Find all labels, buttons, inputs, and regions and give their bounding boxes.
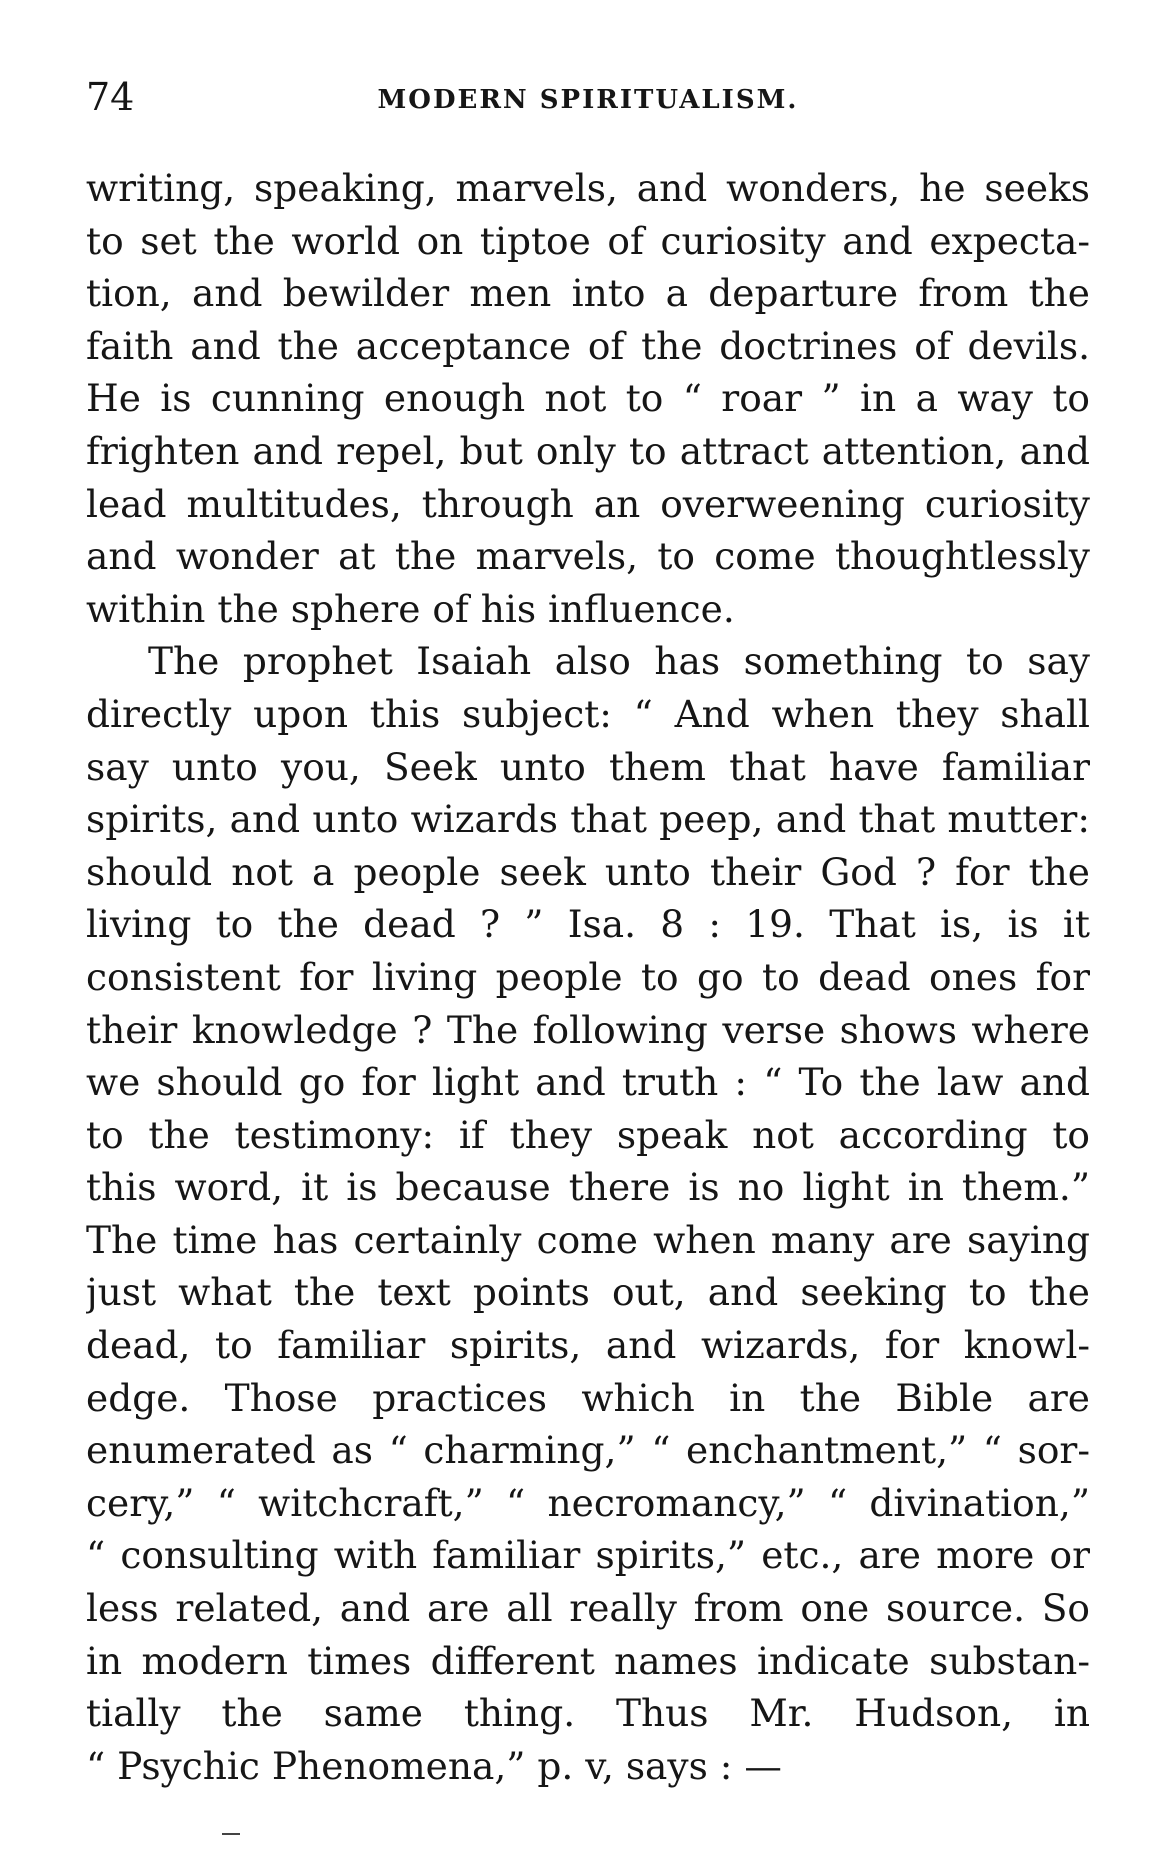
text-line: writing, speaking, marvels, and wonders, he seeks [86, 166, 1090, 210]
text-line: tially the same thing. Thus Mr. Hudson, in [86, 1691, 1090, 1736]
text-line: lead multitudes, through an overweening curiosity [86, 481, 1090, 526]
page-number: 74 [86, 75, 135, 119]
text-line: say unto you, Seek unto them that have familiar [86, 744, 1090, 789]
text-line: dead, to familiar spirits, and wizards, for knowl- [86, 1323, 1090, 1368]
footer-mark [222, 1833, 240, 1835]
paragraph [86, 635, 1090, 1792]
text-line: to the testimony: if they speak not according to [86, 1112, 1090, 1157]
text-line: He is cunning enough not to “ roar ” in a way to [86, 376, 1090, 421]
text-line: should not a people seek unto their God ? for the [86, 849, 1090, 894]
text-line: we should go for light and truth : “ To the law and [86, 1060, 1090, 1105]
text-line: consistent for living people to go to dead ones for [86, 954, 1090, 999]
text-line: just what the text points out, and seeking to the [86, 1270, 1090, 1315]
text-line: this word, it is because there is no light in them.” [86, 1165, 1090, 1210]
text-line: enumerated as “ charming,” “ enchantment,” “ sor- [86, 1428, 1090, 1473]
text-line: and wonder at the marvels, to come thoughtlessly [86, 534, 1090, 579]
text-line: less related, and are all really from one source. So [86, 1586, 1090, 1631]
text-line: The prophet Isaiah also has something to say [148, 639, 1090, 684]
text-line: spirits, and unto wizards that peep, and that mutter: [86, 797, 1090, 842]
text-line: living to the dead ? ” Isa. 8 : 19. That is, is it [86, 902, 1090, 947]
running-head [86, 72, 1090, 122]
text-line: The time has certainly come when many are saying [86, 1217, 1090, 1262]
text-line: edge. Those practices which in the Bible are [86, 1375, 1090, 1420]
text-line: frighten and repel, but only to attract attention, and [86, 428, 1090, 473]
text-line: “ consulting with familiar spirits,” etc., are more or [86, 1533, 1090, 1578]
running-title: MODERN SPIRITUALISM. [377, 85, 799, 115]
paragraph [86, 162, 1090, 635]
text-line: their knowledge ? The following verse shows where [86, 1007, 1090, 1052]
text-line: cery,” “ witchcraft,” “ necromancy,” “ divination,” [86, 1480, 1090, 1525]
text-line: faith and the acceptance of the doctrines of devils. [86, 323, 1090, 368]
text-line: within the sphere of his influence. [86, 586, 735, 631]
text-line: tion, and bewilder men into a departure from the [86, 271, 1090, 316]
text-line: to set the world on tiptoe of curiosity and expecta- [86, 218, 1090, 263]
text-line: in modern times different names indicate substan- [86, 1638, 1090, 1683]
text-line: “ Psychic Phenomena,” p. v, says : — [86, 1743, 782, 1788]
body-text [86, 162, 1090, 1792]
text-line: directly upon this subject: “ And when they shall [86, 691, 1090, 736]
